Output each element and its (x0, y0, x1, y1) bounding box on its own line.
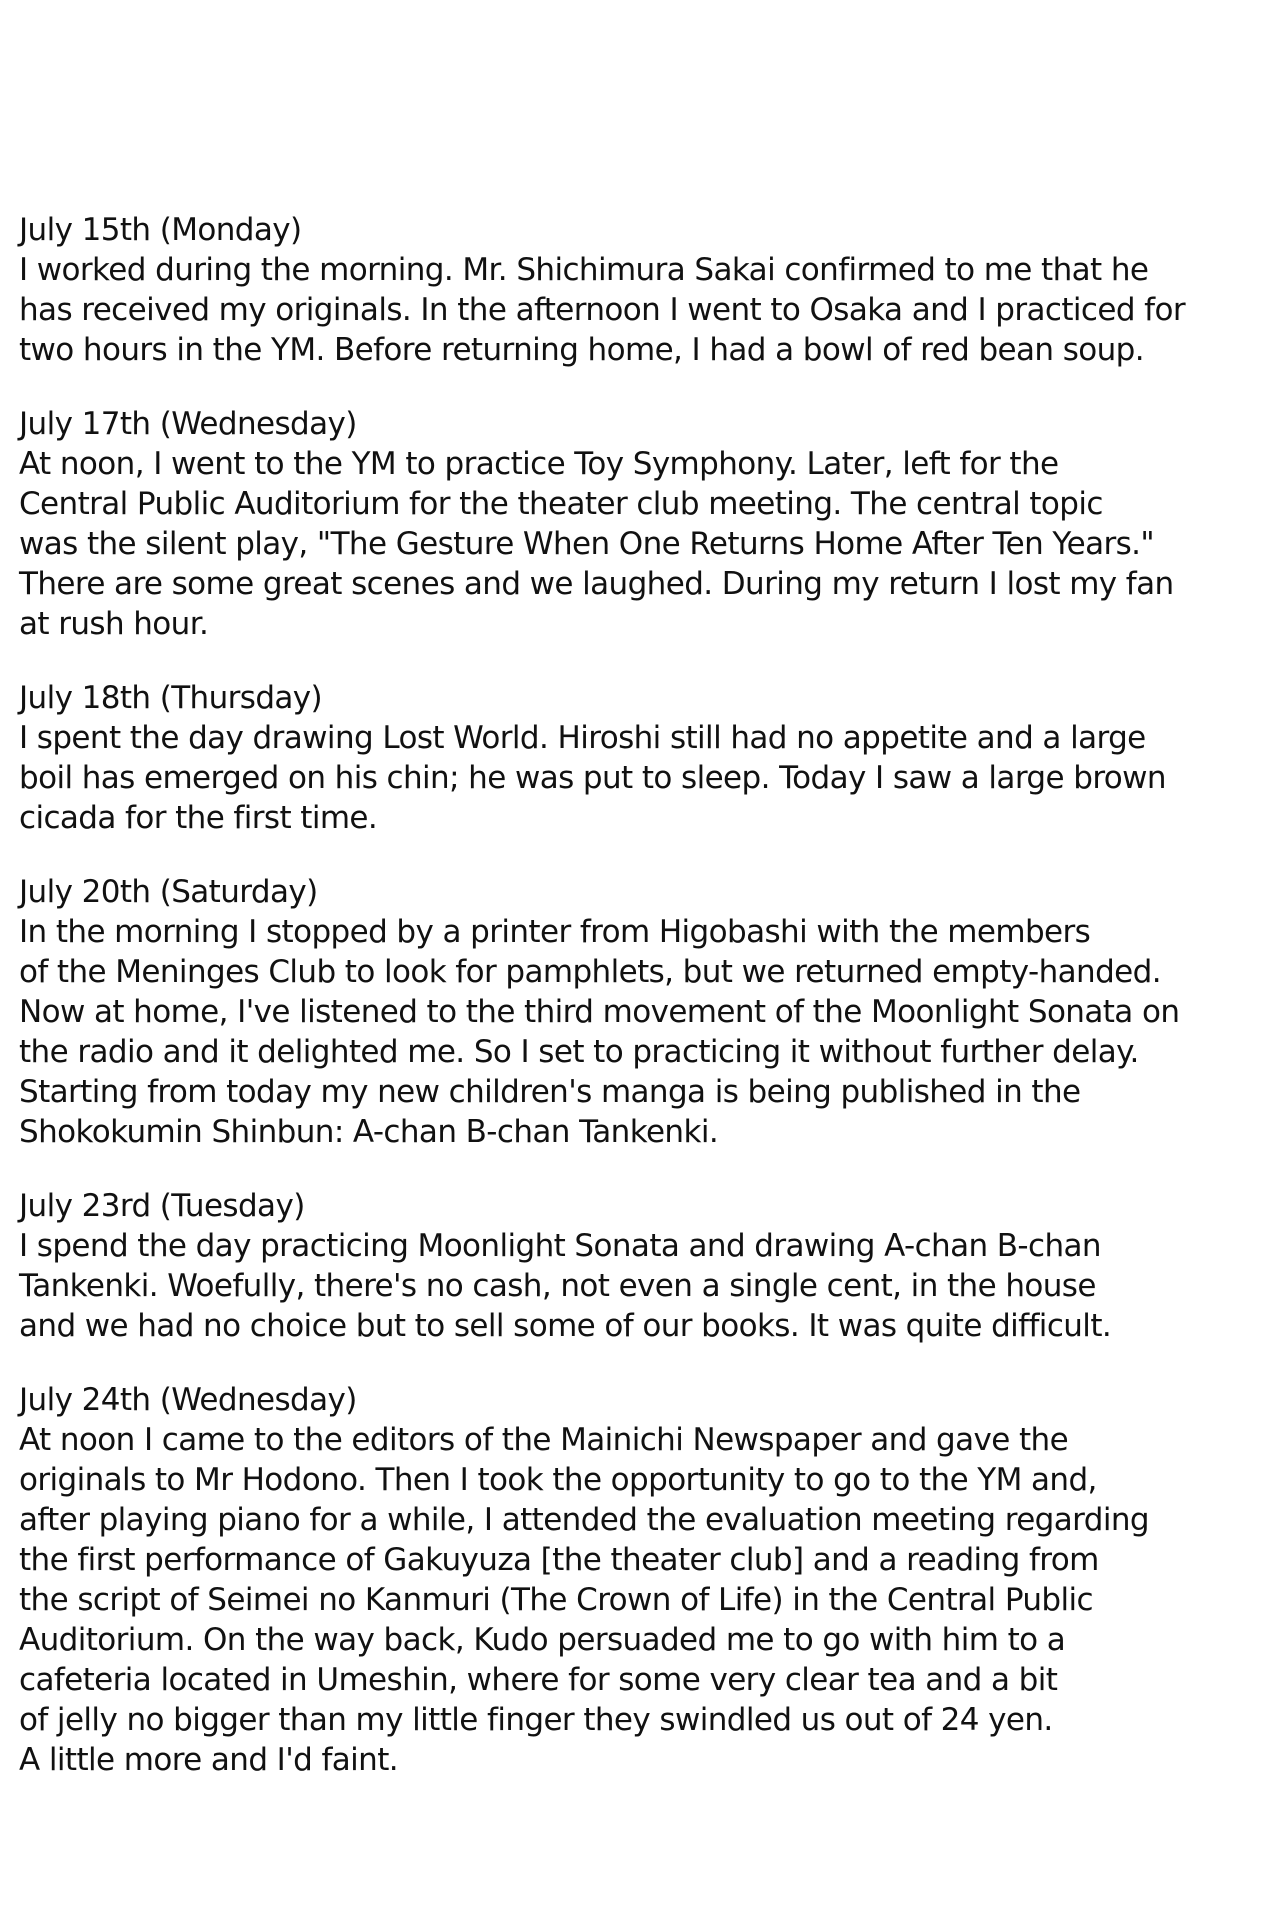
entry-line: I spend the day practicing Moonlight Sonata and drawing A-chan B-chan (19, 1228, 1101, 1264)
entry-line: the script of Seimei no Kanmuri (The Crown of Life) in the Central Public (19, 1582, 1093, 1618)
diary-entry (19, 1380, 1259, 1780)
diary-entry (19, 404, 1259, 644)
entry-date: July 24th (Wednesday) (19, 1382, 357, 1418)
diary-page (19, 210, 1259, 1814)
entry-line: two hours in the YM. Before returning home, I had a bowl of red bean soup. (19, 332, 1144, 368)
entry-line: originals to Mr Hodono. Then I took the opportunity to go to the YM and, (19, 1462, 1097, 1498)
entry-line: and we had no choice but to sell some of our books. It was quite difficult. (19, 1308, 1112, 1344)
entry-line: after playing piano for a while, I attended the evaluation meeting regarding (19, 1502, 1149, 1538)
entry-line: Shokokumin Shinbun: A-chan B-chan Tankenki. (19, 1114, 719, 1150)
entry-line: Central Public Auditorium for the theater club meeting. The central topic (19, 486, 1103, 522)
entry-line: At noon I came to the editors of the Mainichi Newspaper and gave the (19, 1422, 1069, 1458)
entry-date: July 23rd (Tuesday) (19, 1188, 305, 1224)
entry-date: July 18th (Thursday) (19, 680, 323, 716)
entry-line: cafeteria located in Umeshin, where for some very clear tea and a bit (19, 1662, 1058, 1698)
entry-date: July 20th (Saturday) (19, 874, 318, 910)
entry-line: the radio and it delighted me. So I set to practicing it without further delay. (19, 1034, 1139, 1070)
entry-line: has received my originals. In the afternoon I went to Osaka and I practiced for (19, 292, 1185, 328)
diary-entry (19, 1186, 1259, 1346)
entry-line: boil has emerged on his chin; he was put to sleep. Today I saw a large brown (19, 760, 1166, 796)
entry-line: A little more and I'd faint. (19, 1742, 399, 1778)
entry-line: of the Meninges Club to look for pamphlets, but we returned empty-handed. (19, 954, 1161, 990)
entry-line: I spent the day drawing Lost World. Hiroshi still had no appetite and a large (19, 720, 1146, 756)
entry-line: At noon, I went to the YM to practice Toy Symphony. Later, left for the (19, 446, 1059, 482)
entry-line: cicada for the first time. (19, 800, 378, 836)
entry-line: of jelly no bigger than my little finger they swindled us out of 24 yen. (19, 1702, 1053, 1738)
entry-line: Tankenki. Woefully, there's no cash, not even a single cent, in the house (19, 1268, 1096, 1304)
diary-entry (19, 678, 1259, 838)
entry-line: Starting from today my new children's manga is being published in the (19, 1074, 1081, 1110)
entry-line: the first performance of Gakuyuza [the theater club] and a reading from (19, 1542, 1099, 1578)
entry-line: Auditorium. On the way back, Kudo persuaded me to go with him to a (19, 1622, 1066, 1658)
entry-date: July 15th (Monday) (19, 212, 302, 248)
entry-line: was the silent play, "The Gesture When One Returns Home After Ten Years." (19, 526, 1155, 562)
entry-line: In the morning I stopped by a printer from Higobashi with the members (19, 914, 1091, 950)
entry-line: There are some great scenes and we laughed. During my return I lost my fan (19, 566, 1174, 602)
entry-line: at rush hour. (19, 606, 209, 642)
entry-line: Now at home, I've listened to the third movement of the Moonlight Sonata on (19, 994, 1180, 1030)
entry-date: July 17th (Wednesday) (19, 406, 357, 442)
entry-line: I worked during the morning. Mr. Shichimura Sakai confirmed to me that he (19, 252, 1149, 288)
diary-entry (19, 210, 1259, 370)
diary-entry (19, 872, 1259, 1152)
